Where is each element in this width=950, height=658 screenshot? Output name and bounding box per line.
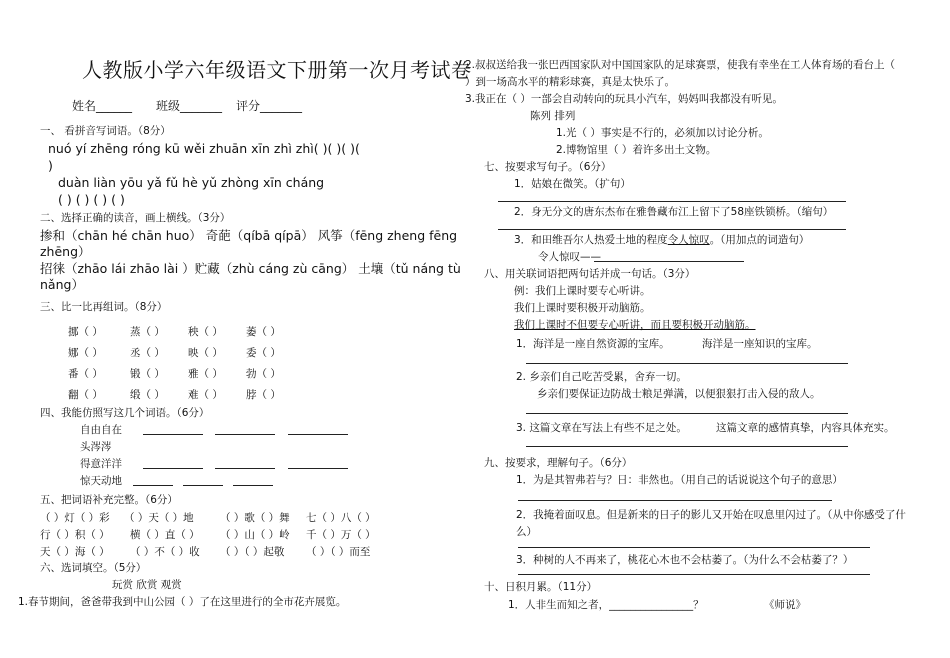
word-options: 玩赏 欣赏 观赏 xyxy=(112,579,182,591)
answer-blank[interactable] xyxy=(143,434,203,435)
idiom-cell: 横（ ）直（ ） xyxy=(130,529,200,541)
imitate-word: 自由自在 xyxy=(80,424,122,436)
compare-cell: 映（ ） xyxy=(188,347,223,359)
answer-blank[interactable] xyxy=(133,485,173,486)
score-field: 评分_______ xyxy=(236,99,303,113)
compare-cell: 委（ ） xyxy=(246,347,281,359)
source-title: 《师说》 xyxy=(764,599,806,611)
sentence-question-3 xyxy=(514,233,809,247)
example-line-1: 例：我们上课时要专心听讲。 xyxy=(514,285,651,297)
fill-question-1: 1.春节期间，爸爸带我到中山公园（ ）了在这里进行的全市花卉展览。 xyxy=(18,596,347,608)
word-options-2: 陈列 排列 xyxy=(530,110,576,122)
idiom-cell: 七（ ）八（ ） xyxy=(306,512,376,524)
section-10-heading: 十、日积月累。（11分） xyxy=(484,581,598,593)
understand-question-3: 3．种树的人不再来了，桃花心木也不会枯萎了。（为什么不会枯萎了？） xyxy=(516,554,854,566)
pinyin-answer-boxes: ( ) ( ) ( ) ( ) xyxy=(58,192,125,207)
compare-cell: 脖（ ） xyxy=(246,389,281,401)
compare-cell: 挪（ ） xyxy=(68,326,103,338)
sentence-question-1: 1．姑娘在微笑。（扩句） xyxy=(514,178,631,190)
compare-cell: 缎（ ） xyxy=(130,389,165,401)
imitate-word: 头涔涔 xyxy=(80,441,112,453)
join-question-3a: 3. 这篇文章在写法上有些不足之处。 xyxy=(516,422,687,434)
section-5-heading: 五、把词语补充完整。（6分） xyxy=(40,494,178,506)
fill-question-2: 2.叔叔送给我一张巴西国家队对中国国家队的足球赛票，使我有幸坐在工人体育场的看台上（ xyxy=(465,59,896,71)
sentence-question-3-prompt: 令人惊叹—— xyxy=(538,251,601,263)
join-question-1a: 1．海洋是一座自然资源的宝库。 xyxy=(516,338,670,350)
compare-cell: 雅（ ） xyxy=(188,368,223,380)
pronunciation-line-2-tail: nǎng） xyxy=(40,277,84,292)
pinyin-line-1-tail: ) xyxy=(48,158,53,173)
answer-line[interactable] xyxy=(518,574,870,575)
understand-question-2: 2．我掩着面叹息。但是新来的日子的影儿又开始在叹息里闪过了。（从中你感受了什 xyxy=(516,509,906,521)
compare-cell: 秧（ ） xyxy=(188,326,223,338)
understand-question-2-tail: 么） xyxy=(516,526,537,538)
idiom-cell: 天（ ）海（ ） xyxy=(40,546,110,558)
compare-cell: 番（ ） xyxy=(68,368,103,380)
join-question-3b: 这篇文章的感情真挚，内容具体充实。 xyxy=(716,422,895,434)
answer-line[interactable] xyxy=(594,261,744,262)
answer-line[interactable] xyxy=(518,547,870,548)
answer-line[interactable] xyxy=(518,500,832,501)
pinyin-line-1: nuó yí zhēng róng kū wěi zhuān xīn zhì zhì( )( )( )( xyxy=(48,141,360,156)
dotted-phrase: 令人惊叹 xyxy=(667,234,710,246)
fill-question-5: 2.博物馆里（ ）着许多出土文物。 xyxy=(556,144,717,156)
page-title: 人教版小学六年级语文下册第一次月考试卷 xyxy=(82,58,472,82)
compare-cell: 勃（ ） xyxy=(246,368,281,380)
answer-blank[interactable] xyxy=(288,434,348,435)
idiom-cell: （ ）歌（ ）舞 xyxy=(220,512,290,524)
section-4-heading: 四、我能仿照写这几个词语。（6分） xyxy=(40,407,210,419)
name-field: 姓名______ xyxy=(72,99,133,113)
section-3-heading: 三、比一比再组词。（8分） xyxy=(40,301,168,313)
sentence-question-3-text: 3．和田维吾尔人热爱土地的程度 xyxy=(514,234,668,246)
pinyin-line-2: duàn liàn yōu yǎ fǔ hè yǔ zhòng xīn cháng xyxy=(58,175,325,190)
answer-line[interactable] xyxy=(526,363,848,364)
idiom-cell: （ ）灯（ ）彩 xyxy=(40,512,110,524)
answer-line[interactable] xyxy=(498,229,846,230)
imitate-word: 得意洋洋 xyxy=(80,458,122,470)
answer-blank[interactable] xyxy=(143,468,203,469)
idiom-cell: （ ）山（ ）岭 xyxy=(220,529,290,541)
answer-blank[interactable] xyxy=(215,434,275,435)
answer-blank[interactable] xyxy=(233,485,273,486)
pronunciation-line-1: 掺和（chān hé chān huo） 奇葩（qíbā qípā） 风筝（fēng zheng fēng xyxy=(40,228,458,243)
section-9-heading: 九、按要求，理解句子。（6分） xyxy=(484,457,633,469)
join-question-2b: 乡亲们要保证边防战士粮足弹满，以便狠狠打击入侵的敌人。 xyxy=(537,388,821,400)
section-1-heading: 一、 看拼音写词语。（8分） xyxy=(40,125,171,137)
join-question-1b: 海洋是一座知识的宝库。 xyxy=(702,338,818,350)
compare-cell: 难（ ） xyxy=(188,389,223,401)
idiom-cell: 千（ ）万（ ） xyxy=(306,529,376,541)
sentence-question-2: 2．身无分文的唐东杰布在雅鲁藏布江上留下了58座铁锁桥。（缩句） xyxy=(514,206,834,218)
answer-line[interactable] xyxy=(498,201,846,202)
pronunciation-line-2: 招徕（zhāo lái zhāo lài ）贮藏（zhù cáng zù cāng） 土壤（tǔ náng tù xyxy=(40,261,461,276)
section-2-heading: 二、选择正确的读音，画上横线。（3分） xyxy=(40,212,231,224)
fill-question-4: 1.光（ ）事实是不行的，必须加以讨论分析。 xyxy=(556,127,769,139)
sentence-question-3-note: 。（用加点的词造句） xyxy=(709,234,810,246)
idiom-cell: （ ）天（ ）地 xyxy=(124,512,194,524)
answer-line[interactable] xyxy=(526,413,848,414)
understand-question-1: 1．为是其智弗若与？日：非然也。（用自己的话说说这个句子的意思） xyxy=(516,474,843,486)
fill-question-2-tail: ）到一场高水平的精彩球赛，真是太快乐了。 xyxy=(465,76,675,88)
join-question-2a: 2. 乡亲们自己吃苦受累，舍弃一切。 xyxy=(516,371,687,383)
section-7-heading: 七、按要求写句子。（6分） xyxy=(484,161,612,173)
compare-cell: 娜（ ） xyxy=(68,347,103,359)
idiom-cell: （ ）不（ ）收 xyxy=(130,546,200,558)
example-line-2: 我们上课时要积极开动脑筋。 xyxy=(514,302,651,314)
answer-line[interactable] xyxy=(526,446,848,447)
compare-cell: 锻（ ） xyxy=(130,368,165,380)
answer-blank[interactable] xyxy=(288,468,348,469)
example-line-3: 我们上课时不但要专心听讲，而且要积极开动脑筋。 xyxy=(514,319,756,331)
compare-cell: 蒸（ ） xyxy=(130,326,165,338)
pronunciation-line-1-tail: zhēng） xyxy=(40,244,91,259)
answer-blank[interactable] xyxy=(183,485,223,486)
compare-cell: 丞（ ） xyxy=(130,347,165,359)
class-field: 班级_______ xyxy=(156,99,223,113)
section-8-heading: 八、用关联词语把两句话并成一句话。（3分） xyxy=(484,268,696,280)
idiom-cell: （ ）（ ）而至 xyxy=(306,546,371,558)
compare-cell: 翻（ ） xyxy=(68,389,103,401)
imitate-word: 惊天动地 xyxy=(80,475,122,487)
idiom-cell: 行（ ）积（ ） xyxy=(40,529,110,541)
fill-question-3: 3.我正在（ ）一部会自动转向的玩具小汽车，妈妈叫我都没有听见。 xyxy=(465,93,783,105)
compare-cell: 萎（ ） xyxy=(246,326,281,338)
accumulate-question-1: 1．人非生而知之者，________________？ xyxy=(508,599,704,611)
idiom-cell: （ ）（ ）起敬 xyxy=(220,546,285,558)
answer-blank[interactable] xyxy=(215,468,275,469)
section-6-heading: 六、选词填空。（5分） xyxy=(40,562,147,574)
